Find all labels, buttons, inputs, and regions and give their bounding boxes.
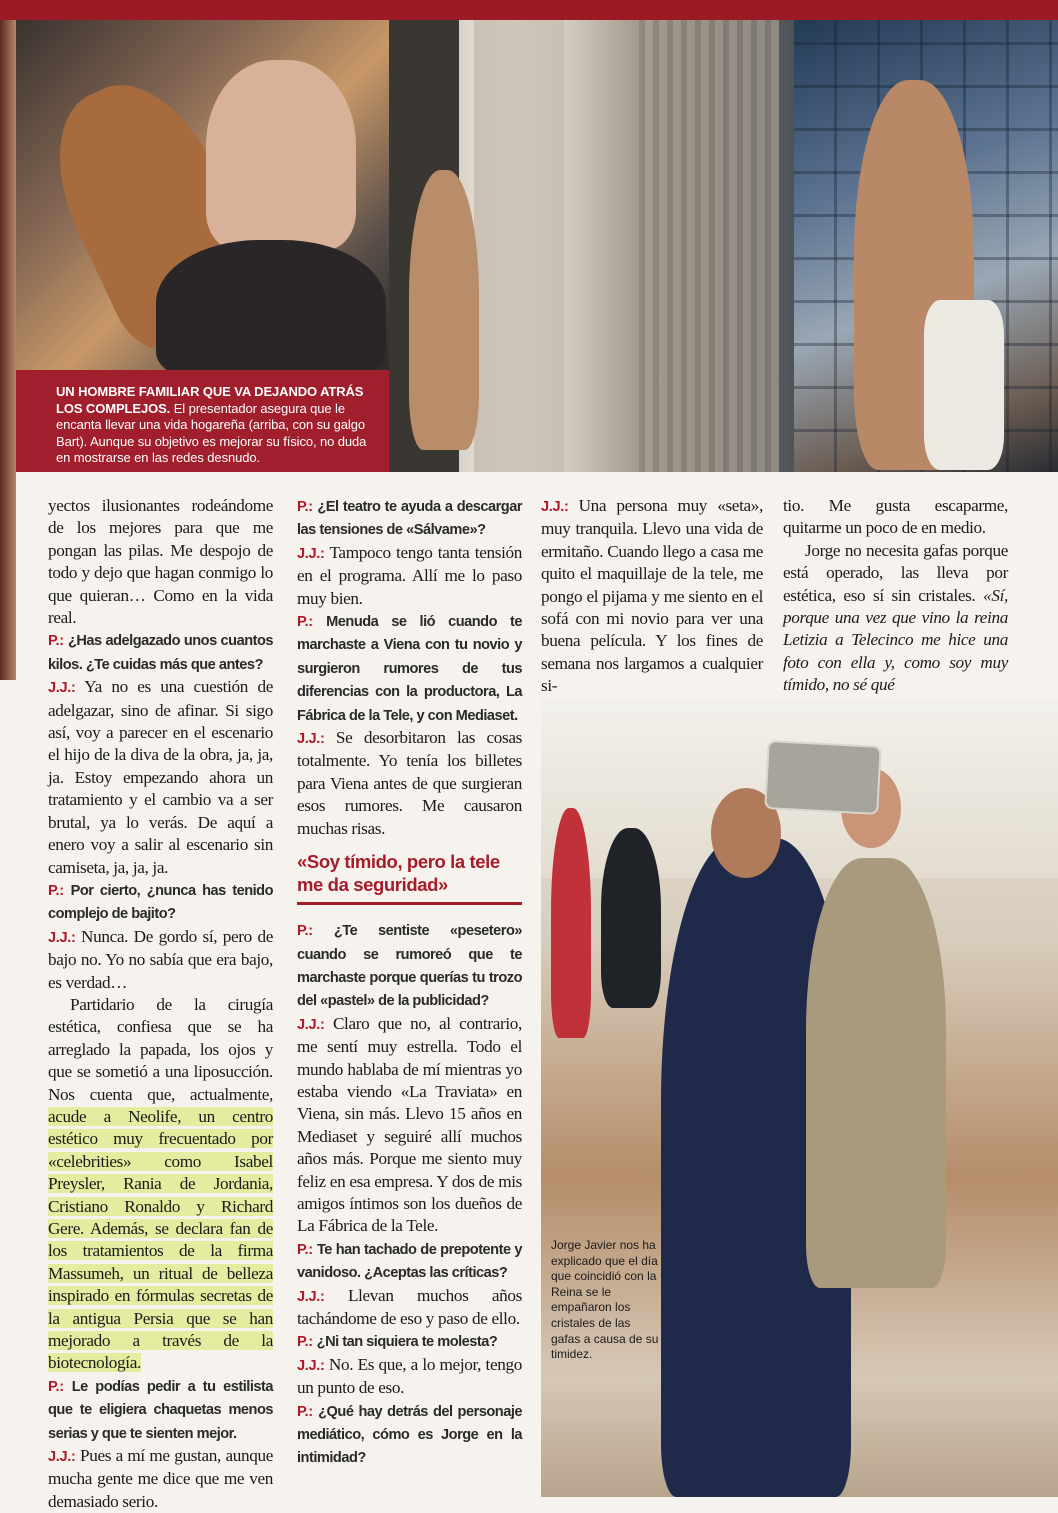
answer-label: J.J.:: [48, 929, 76, 946]
question-label: P.:: [48, 1378, 64, 1395]
col2-question-3: ¿Te sentiste «pesetero» cuando se rumoreó que te marchaste porque querías tu trozo del «pastel» de la publicidad?: [297, 923, 522, 1010]
left-page-edge: [0, 20, 16, 680]
selfie-photo-caption: Jorge Javier nos ha explicado que el día que coincidió con la Reina se le empañaron los cristales de las gafas a causa de su timidez.: [551, 1238, 659, 1362]
question-label: P.:: [48, 633, 64, 650]
col2-answer-5: No. Es que, a lo mejor, tengo un punto de eso.: [297, 1354, 522, 1398]
col2-question-2: Menuda se lió cuando te marchaste a Viena con tu novio y surgieron rumores de tus diferencias con la productora, La Fábrica de la Tele, y con Mediaset.: [297, 614, 522, 724]
question-label: P.:: [297, 614, 313, 631]
col1-question-1: ¿Has adelgazado unos cuantos kilos. ¿Te cuidas más que antes?: [48, 633, 273, 673]
article-column-1: [48, 495, 273, 1513]
col1-question-2: Por cierto, ¿nunca has tenido complejo de bajito?: [48, 882, 274, 923]
question-label: P.:: [48, 882, 64, 899]
answer-label: J.J.:: [48, 680, 76, 697]
col2-question-6: ¿Qué hay detrás del personaje mediático, cómo es Jorge en la intimidad?: [297, 1403, 522, 1467]
col1-answer-1: Ya no es una cuestión de adelgazar, sino de afinar. Si sigo así, voy a parecer en el escenario el hijo de la diva de la obra, ja, ja, ja. Estoy empezando ahora un tratamiento y el cambio va a ser brutal, ya lo verás. De aquí a enero voy a salir al escenario sin camiseta, ja, ja, ja.: [48, 677, 273, 877]
answer-label: J.J.:: [541, 499, 569, 515]
answer-label: J.J.:: [48, 1449, 76, 1466]
question-label: P.:: [297, 1334, 313, 1351]
answer-label: J.J.:: [297, 545, 325, 562]
col2-answer-4: Llevan muchos años tachándome de eso y paso de ello.: [297, 1285, 522, 1328]
question-label: P.:: [297, 1241, 313, 1258]
col3-answer-1: Una persona muy «seta», muy tranquila. Llevo una vida de ermitaño. Cuando llego a casa me quito el maquillaje de la tele, me pongo el pijama y me siento en el sofá con mi novio para ver una buena película. Y los fines de semana nos largamos a cualquier si-: [541, 496, 763, 696]
question-label: P.:: [297, 923, 313, 940]
pull-quote: «Soy tímido, pero la tele me da seguridad»: [297, 850, 522, 905]
question-label: P.:: [297, 1403, 313, 1420]
photo-man-back-window: [389, 20, 794, 472]
col2-answer-2: Se desorbitaron las cosas totalmente. Yo tenía los billetes para Viena antes de que surgieran esos rumores. Me causaron muchas risas.: [297, 728, 523, 838]
photo-caption: [16, 370, 389, 472]
article-column-3: [541, 495, 763, 698]
answer-label: J.J.:: [297, 1357, 325, 1374]
photo-caption-lead: UN HOMBRE FAMILIAR QUE VA DEJANDO ATRÁS LOS COMPLEJOS.: [56, 384, 364, 416]
col2-question-5: ¿Ni tan siquiera te molesta?: [316, 1334, 498, 1351]
col1-paragraph-1: yectos ilusionantes rodeándome de los mejores para que me pongan las pilas. Me despojo de todo y dejo que hagan conmigo lo que quieran… Como en la vida real.: [48, 496, 273, 628]
answer-label: J.J.:: [297, 731, 325, 748]
col2-answer-3: Claro que no, al contrario, me sentí muy estrella. Todo el mundo hablaba de mí mientras yo estaba viendo «La Traviata» en Viena, sin más. Llevo 15 años en Mediaset y seguiré allí muchos años más. Porque me siento muy feliz en esa empresa. Y dos de mis amigos íntimos son los dueños de La Fábrica de la Tele.: [297, 1013, 522, 1236]
col4-paragraph-1: tio. Me gusta escaparme, quitarme un poco de en medio.: [783, 496, 1008, 538]
col1-question-3: Le podías pedir a tu estilista que te eligiera chaquetas menos serias y que te sienten mejor.: [48, 1378, 273, 1442]
col4-paragraph-2a: Jorge no necesita gafas porque está operado, las lleva por estética, eso sí sin cristales.: [783, 540, 1008, 605]
col1-answer-2: Nunca. De gordo sí, pero de bajo no. Yo no sabía que era bajo, es verdad…: [48, 926, 273, 992]
photo-selfie-with-queen: [541, 698, 1058, 1497]
answer-label: J.J.:: [297, 1288, 325, 1305]
col4-paragraph-2b-quote: «Sí, porque una vez que vino la reina Letizia a Telecinco me hice una foto con ella y, como soy muy tímido, no sé qué: [783, 585, 1008, 695]
photo-man-with-greyhound: [16, 20, 389, 370]
col2-answer-1: Tampoco tengo tanta tensión en el programa. Allí me lo paso muy bien.: [297, 542, 522, 608]
article-column-2: [297, 495, 522, 1470]
col1-answer-3: Pues a mí me gustan, aunque mucha gente me dice que me ven demasiado serio.: [48, 1446, 274, 1511]
photo-caption-text: El presentador asegura que le encanta llevar una vida hogareña (arriba, con su galgo Bart). Aunque su objetivo es mejorar su físico, no duda en mostrarse en las redes desnudo.: [56, 400, 367, 465]
col2-question-1: ¿El teatro te ayuda a descargar las tensiones de «Sálvame»?: [297, 499, 523, 539]
col2-question-4: Te han tachado de prepotente y vanidoso. ¿Aceptas las críticas?: [297, 1241, 523, 1282]
col1-paragraph-2b-highlighted: acude a Neolife, un centro estético muy frecuentado por «celebrities» como Isabel Preysler, Rania de Jordania, Cristiano Ronaldo y Richard Gere. Además, se declara fan de los tratamientos de la firma Massumeh, un ritual de belleza inspirado en fórmulas secretas de la antigua Persia que se han mejorado a través de la biotecnología.: [48, 1106, 273, 1373]
top-color-bar: [0, 0, 1058, 20]
col1-paragraph-2a: Partidario de la cirugía estética, confiesa que se ha arreglado la papada, los ojos y que se sometió a una liposucción. Nos cuenta que, actualmente,: [48, 994, 273, 1104]
answer-label: J.J.:: [297, 1016, 325, 1033]
photo-man-towel-window: [794, 20, 1058, 472]
article-column-4: [783, 495, 1008, 697]
question-label: P.:: [297, 499, 313, 515]
